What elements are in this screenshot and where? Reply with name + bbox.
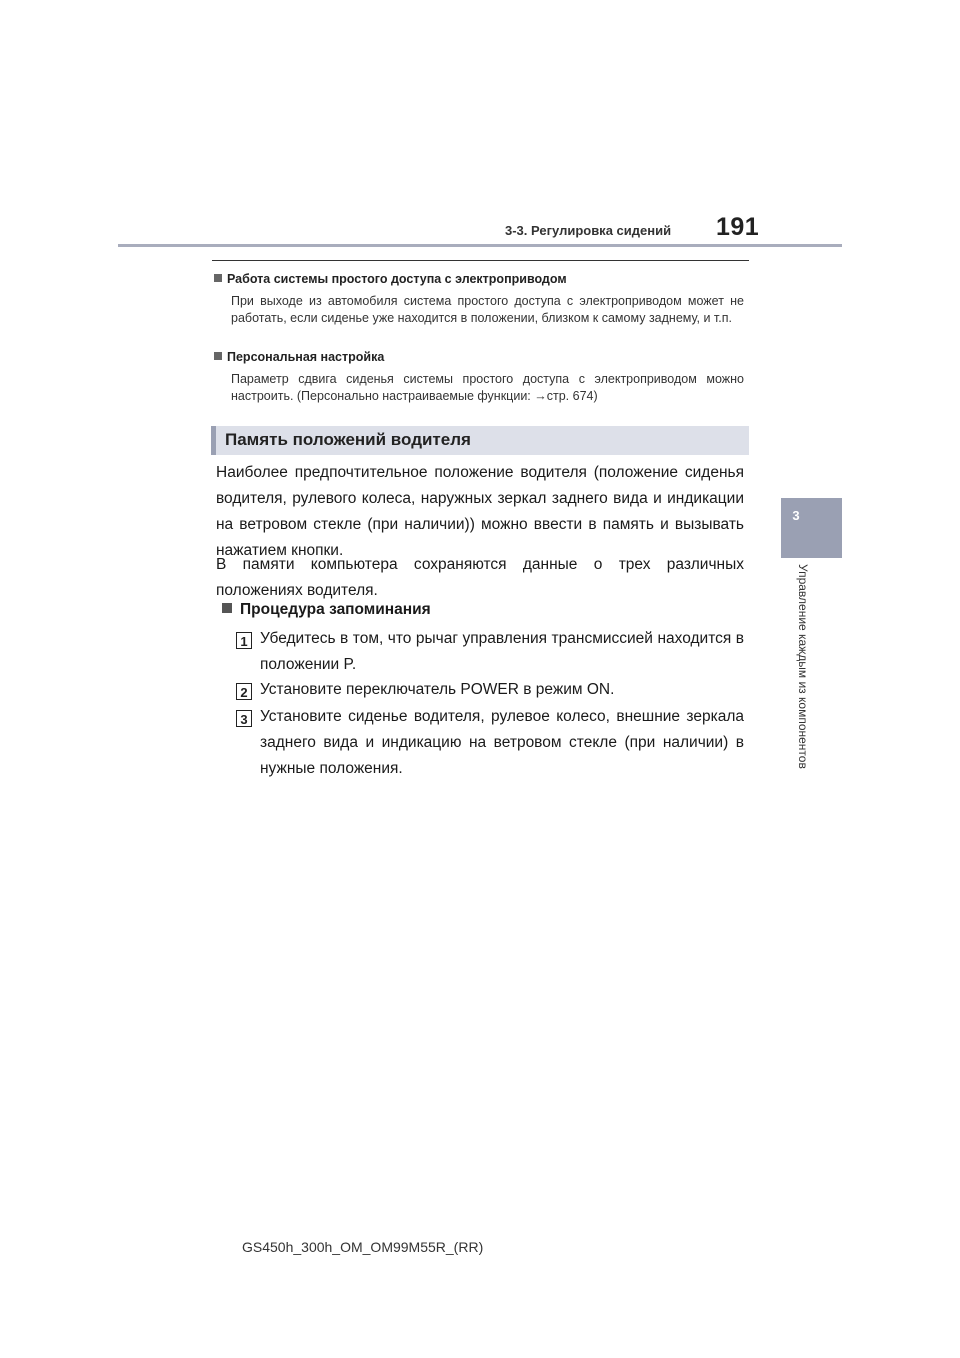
section-title: 3-3. Регулировка сидений	[505, 223, 672, 238]
step-number-badge: 1	[236, 632, 252, 649]
step-text: Убедитесь в том, что рычаг управления трансмиссией находится в положении P.	[260, 630, 744, 673]
content-top-rule	[212, 260, 749, 261]
chapter-number: 3	[792, 508, 800, 523]
chapter-vertical-title: Управление каждым из компонентов	[796, 564, 810, 769]
note-heading	[214, 350, 384, 364]
step-text: Установите переключатель POWER в режим ON.	[260, 681, 615, 698]
note-heading-text: Персональная настройка	[227, 350, 385, 364]
note-body: Параметр сдвига сиденья системы простого доступа с электроприводом можно настроить. (Персонально настраиваемые функции: →стр. 674)	[231, 372, 744, 403]
square-bullet-icon	[214, 274, 222, 282]
section-heading-bar	[211, 426, 749, 455]
procedure-heading-text: Процедура запоминания	[240, 601, 431, 618]
body-paragraph: В памяти компьютера сохраняются данные о трех различных положениях водителя.	[216, 556, 744, 599]
step-text: Установите сиденье водителя, рулевое колесо, внешние зеркала заднего вида и индикацию на ветровом стекле (при наличии) в нужные положения.	[260, 708, 744, 777]
header-rule	[118, 244, 842, 247]
step-number-badge: 2	[236, 683, 252, 700]
body-paragraph: Наиболее предпочтительное положение водителя (положение сиденья водителя, рулевого колеса, наружных зеркал заднего вида и индикации на ветровом стекле (при наличии)) можно ввести в память и вызывать нажатием кнопки.	[216, 464, 744, 559]
note-body: При выходе из автомобиля система простого доступа с электроприводом может не работать, если сиденье уже находится в положении, близком к самому заднему, и т.п.	[231, 294, 744, 325]
note-heading-text: Работа системы простого доступа с электроприводом	[227, 272, 567, 286]
note-heading	[214, 272, 567, 286]
procedure-heading	[222, 601, 431, 619]
square-bullet-icon	[222, 603, 232, 613]
chapter-tab	[781, 498, 842, 558]
step-number-badge: 3	[236, 710, 252, 727]
section-heading: Память положений водителя	[225, 430, 471, 449]
square-bullet-icon	[214, 352, 222, 360]
footer-document-code: GS450h_300h_OM_OM99M55R_(RR)	[242, 1239, 484, 1255]
section-bar-accent	[211, 426, 216, 455]
page-number: 191	[716, 213, 760, 241]
